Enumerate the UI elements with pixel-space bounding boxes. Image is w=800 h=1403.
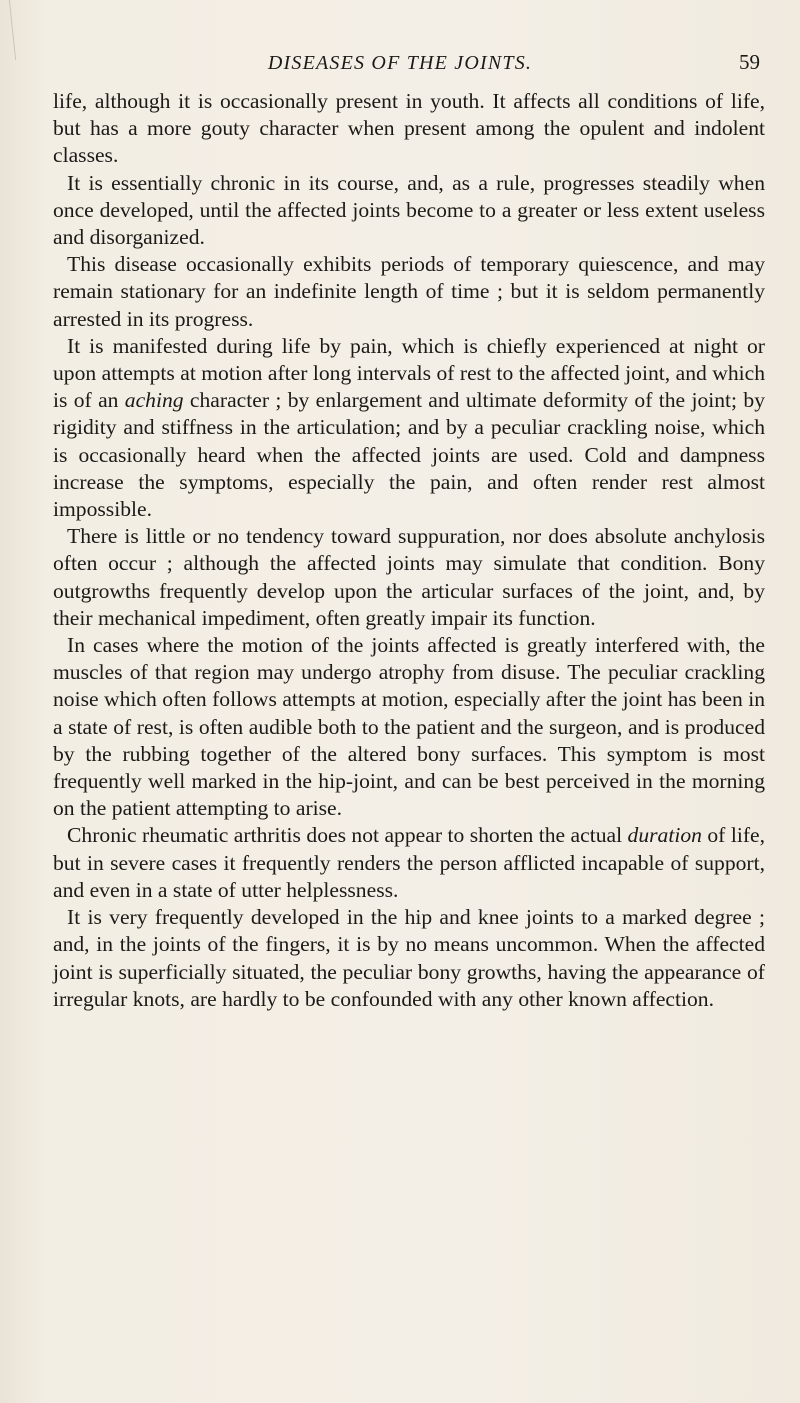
paragraph-duration-before: Chronic rheumatic arthritis does not appear to shorten the actual: [67, 823, 628, 848]
paragraph-hip-knee: It is very frequently developed in the hip and knee joints to a marked degree ; and, in the joints of the fingers, it is by no means uncommon. When the affected joint is superficially situated, the peculiar bony growths, having the appearance of irregular knots, are hardly to be confounded with any other known affection.: [53, 905, 765, 1011]
emphasis-aching: aching: [124, 388, 184, 413]
paragraph-duration: [53, 822, 765, 904]
paragraph-symptoms: [53, 333, 765, 523]
running-header: [0, 36, 800, 76]
emphasis-duration: duration: [627, 823, 702, 848]
paragraph-suppuration: There is little or no tendency toward suppuration, nor does absolute anchylosis often occur ; although the affected joints may simulate that condition. Bony outgrowths frequently develop upon the articular surfaces of the joint, and, by their mechanical impediment, often greatly impair its function.: [53, 524, 765, 630]
body-text: [53, 88, 765, 1013]
page-number: 59: [739, 50, 760, 74]
paragraph-continuation: life, although it is occasionally present in youth. It affects all conditions of life, but has a more gouty character when present among the opulent and indolent classes.: [53, 89, 765, 168]
paragraph-chronic-course: It is essentially chronic in its course, and, as a rule, progresses steadily when once developed, until the affected joints become to a greater or less extent useless and disorganized.: [53, 170, 765, 250]
paragraph-symptoms-before: It is manifested during life by pain, which is chiefly experienced at night or upon attempts at motion after long intervals of rest to the affected joint, and which is of an: [53, 333, 765, 413]
paragraph-duration-after: of life, but in severe cases it frequently renders the person afflicted incapable of support, and even in a state of utter helplessness.: [53, 823, 765, 902]
running-title: DISEASES OF THE JOINTS.: [267, 52, 533, 74]
paragraph-quiescence: This disease occasionally exhibits periods of temporary quiescence, and may remain stationary for an indefinite length of time ; but it is seldom permanently arrested in its progress.: [53, 252, 765, 331]
paragraph-symptoms-after: character ; by enlargement and ultimate deformity of the joint; by rigidity and stiffness in the articulation; and by a peculiar crackling noise, which is occasionally heard when the affected joints are used. Cold and dampness increase the symptoms, especially the pain, and often render rest almost impossible.: [53, 388, 765, 522]
paragraph-atrophy: In cases where the motion of the joints affected is greatly interfered with, the muscles of that region may undergo atrophy from disuse. The peculiar crackling noise which often follows attempts at motion, especially after the joint has been in a state of rest, is often audible both to the patient and the surgeon, and is produced by the rubbing together of the altered bony surfaces. This symptom is most frequently well marked in the hip-joint, and can be best perceived in the morning on the patient attempting to arise.: [53, 633, 765, 821]
